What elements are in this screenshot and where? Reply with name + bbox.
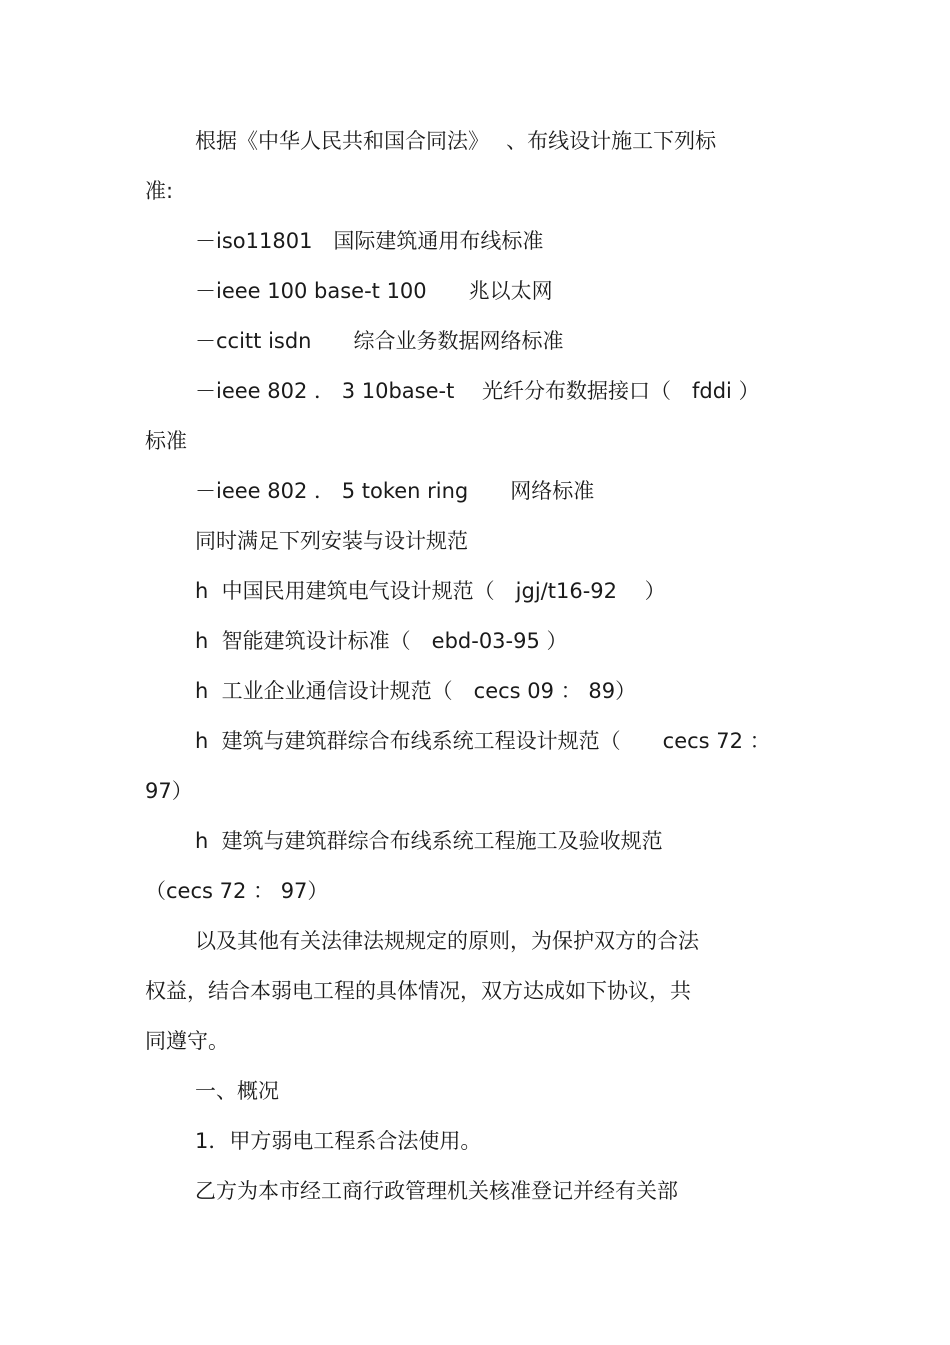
paragraph-line: 乙方为本市经工商行政管理机关核准登记并经有关部 xyxy=(195,1179,678,1203)
standard-item: －ccitt isdn 综合业务数据网络标准 xyxy=(195,329,564,353)
clause-item: 1．甲方弱电工程系合法使用。 xyxy=(195,1129,482,1153)
specification-item-continuation: （cecs 72 ： 97） xyxy=(145,879,329,903)
specification-item: h 建筑与建筑群综合布线系统工程施工及验收规范 xyxy=(195,829,663,853)
specification-item-continuation: 97） xyxy=(145,779,193,803)
paragraph-principles-line-1: 以及其他有关法律法规规定的原则，为保护双方的合法 xyxy=(195,929,699,953)
standard-item-continuation: 标准 xyxy=(145,429,187,453)
paragraph-principles-line-2: 权益，结合本弱电工程的具体情况，双方达成如下协议，共 xyxy=(145,979,691,1003)
specification-item: h 建筑与建筑群综合布线系统工程设计规范（ cecs 72 ： xyxy=(195,729,771,753)
specification-item: h 中国民用建筑电气设计规范（ jgj/t16-92 ） xyxy=(195,579,666,603)
section-lead: 同时满足下列安装与设计规范 xyxy=(195,529,468,553)
standard-item: －ieee 802 ． 3 10base-t 光纤分布数据接口（ fddi ） xyxy=(195,379,760,403)
paragraph-intro-line-2: 准: xyxy=(145,179,174,203)
specification-item: h 工业企业通信设计规范（ cecs 09 ： 89） xyxy=(195,679,637,703)
standard-item: －ieee 100 base-t 100 兆以太网 xyxy=(195,279,553,303)
specification-item: h 智能建筑设计标准（ ebd-03-95 ） xyxy=(195,629,568,653)
paragraph-intro-line-1: 根据《中华人民共和国合同法》 、布线设计施工下列标 xyxy=(195,129,717,153)
section-heading: 一、概况 xyxy=(195,1079,279,1103)
standard-item: －ieee 802 ． 5 token ring 网络标准 xyxy=(195,479,595,503)
standard-item: －iso11801 国际建筑通用布线标准 xyxy=(195,229,544,253)
paragraph-principles-line-3: 同遵守。 xyxy=(145,1029,229,1053)
